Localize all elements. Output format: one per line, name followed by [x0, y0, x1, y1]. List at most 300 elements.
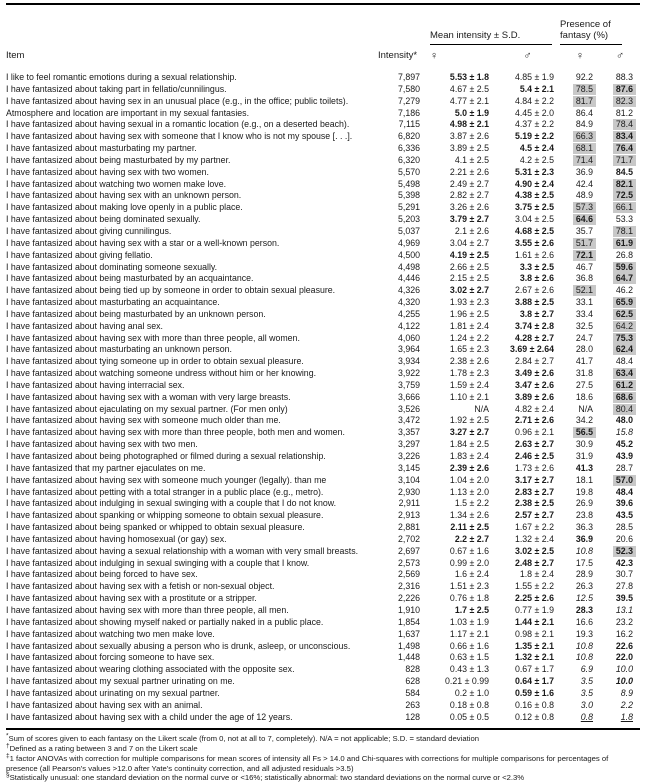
male-presence-cell	[600, 712, 640, 727]
intensity-cell: 4,060	[397, 332, 420, 343]
male-mean-cell: 0.98 ± 2.1	[514, 628, 555, 639]
female-presence-cell	[560, 463, 600, 475]
intensity-cell: 4,500	[397, 249, 420, 260]
intensity-cell: 1,854	[397, 616, 420, 627]
intensity-cell: 263	[405, 699, 420, 710]
male-presence-value: 53.3	[615, 214, 634, 225]
male-presence-value: 43.5	[615, 510, 634, 521]
male-mean-cell: 3.89 ± 2.6	[514, 391, 555, 402]
male-presence-cell	[600, 84, 640, 96]
female-presence-cell	[560, 131, 600, 143]
female-presence-cell	[560, 700, 600, 712]
female-mean-cell: 2.82 ± 2.7	[449, 190, 489, 201]
item-cell: I have fantasized about showing myself naked or partially naked in a public place.	[6, 616, 324, 627]
item-cell: I have fantasized about being masturbated by an unknown person.	[6, 308, 266, 319]
table-row	[6, 487, 640, 499]
item-cell: I have fantasized about having sex with someone much younger (legally). than me	[6, 474, 327, 485]
intensity-cell: 7,115	[398, 119, 420, 130]
male-mean-cell: 3.88 ± 2.5	[514, 297, 555, 308]
intensity-cell: 5,037	[397, 225, 420, 236]
male-presence-cell	[600, 641, 640, 653]
intensity-cell: 3,472	[397, 415, 420, 426]
female-presence-cell	[560, 581, 600, 593]
item-cell: I have fantasized about masturbating an acquaintance.	[6, 297, 220, 308]
female-mean-cell: 0.43 ± 1.3	[449, 664, 489, 675]
male-mean-cell: 0.77 ± 1.9	[514, 604, 555, 615]
female-mean-cell: 3.89 ± 2.5	[449, 143, 489, 154]
male-presence-value: 61.9	[613, 238, 636, 249]
male-presence-cell	[600, 273, 640, 285]
female-presence-value: 36.9	[575, 166, 594, 177]
table-row	[6, 605, 640, 617]
female-presence-cell	[560, 629, 600, 641]
table-row	[6, 522, 640, 534]
female-presence-value: 26.9	[575, 498, 594, 509]
female-presence-cell	[560, 498, 600, 510]
table-row	[6, 119, 640, 131]
item-cell: I have fantasized about having sex with a child under the age of 12 years.	[6, 711, 293, 722]
footnotes	[6, 734, 640, 783]
female-presence-value: 6.9	[580, 664, 594, 675]
intensity-cell: 6,820	[397, 131, 420, 142]
footnote-marker: †	[6, 742, 10, 750]
table-row	[6, 262, 640, 274]
male-presence-cell	[600, 463, 640, 475]
intensity-cell: 828	[405, 664, 420, 675]
female-mean-cell: 2.1 ± 2.6	[454, 225, 489, 236]
table-row	[6, 273, 640, 285]
male-presence-cell	[600, 356, 640, 368]
male-mean-cell: 1.32 ± 2.1	[514, 652, 555, 663]
table-row	[6, 593, 640, 605]
female-presence-cell	[560, 297, 600, 309]
table-row	[6, 451, 640, 463]
male-presence-value: 39.6	[615, 498, 634, 509]
male-presence-cell	[600, 250, 640, 262]
item-cell: I have fantasized about spanking or whipping someone to obtain sexual pleasure.	[6, 510, 324, 521]
male-presence-value: 46.2	[615, 285, 634, 296]
female-presence-value: 36.3	[575, 522, 594, 533]
intensity-cell: 3,145	[397, 462, 420, 473]
male-mean-cell: 2.25 ± 2.6	[514, 593, 555, 604]
intensity-cell: 4,122	[397, 320, 420, 331]
female-presence-cell	[560, 309, 600, 321]
item-cell: I have fantasized about being photographed or filmed during a sexual relationship.	[6, 451, 326, 461]
male-mean-cell: 3.55 ± 2.6	[514, 237, 555, 248]
female-presence-cell	[560, 84, 600, 96]
table-row	[6, 179, 640, 191]
male-presence-value: 62.5	[613, 309, 636, 320]
male-presence-cell	[600, 214, 640, 226]
male-presence-cell	[600, 593, 640, 605]
female-mean-cell: 1.92 ± 2.5	[449, 415, 489, 426]
table-row	[6, 96, 640, 108]
item-cell: I have fantasized about having sex with two men.	[6, 439, 198, 450]
intensity-cell: 4,326	[397, 285, 420, 296]
male-presence-value: 88.3	[615, 72, 634, 82]
male-mean-cell: 2.46 ± 2.5	[514, 451, 555, 461]
male-presence-cell	[600, 262, 640, 274]
male-presence-value: 57.0	[613, 475, 636, 486]
female-presence-value: 52.1	[573, 285, 596, 296]
item-cell: I have fantasized about indulging in sexual swinging with a couple that I know.	[6, 557, 310, 568]
item-cell: I have fantasized about being dominated sexually.	[6, 214, 201, 225]
female-presence-cell	[560, 641, 600, 653]
female-presence-cell	[560, 214, 600, 226]
item-cell: I have fantasized about dominating someone sexually.	[6, 261, 218, 272]
item-cell: I have fantasized about having sex with a woman with very large breasts.	[6, 391, 291, 402]
female-presence-value: 17.5	[575, 557, 594, 568]
table-row	[6, 700, 640, 712]
male-presence-value: 52.3	[613, 546, 636, 557]
male-mean-cell: 1.35 ± 2.1	[514, 640, 555, 651]
female-presence-cell	[560, 605, 600, 617]
female-mean-cell: 0.05 ± 0.5	[449, 711, 489, 722]
female-mean-cell: 1.96 ± 2.5	[449, 308, 489, 319]
table-row	[6, 250, 640, 262]
female-presence-value: 84.9	[575, 119, 594, 130]
male-presence-cell	[600, 522, 640, 534]
female-presence-cell	[560, 368, 600, 380]
intensity-cell: 2,911	[398, 498, 420, 509]
female-mean-cell: 2.39 ± 2.6	[449, 462, 489, 473]
female-presence-value: 86.4	[575, 107, 594, 118]
female-presence-cell	[560, 558, 600, 570]
male-presence-cell	[600, 546, 640, 558]
intensity-cell: 628	[405, 676, 420, 687]
female-mean-cell: 1.7 ± 2.5	[454, 604, 489, 615]
intensity-cell: 2,702	[397, 533, 420, 544]
female-presence-value: 51.7	[573, 238, 596, 249]
male-presence-cell	[600, 605, 640, 617]
item-cell: I have fantasized about wearing clothing associated with the opposite sex.	[6, 664, 295, 675]
male-presence-cell	[600, 487, 640, 499]
female-mean-cell: 4.67 ± 2.5	[449, 83, 489, 94]
female-mean-cell: 1.59 ± 2.4	[449, 379, 489, 390]
intensity-cell: 128	[405, 711, 420, 722]
footnote-line: ‡1 factor ANOVAs with correction for multiple comparisons for mean scores of intensity all Fs > 14.0 and Chi-squares with corrections for multiple comparisons for percentages of presence (all Pearson's values >12.0 after Yate's continuity correction, and all adjusted residuals >3.5)	[6, 752, 609, 773]
female-presence-cell	[560, 238, 600, 250]
female-mean-cell: 4.77 ± 2.1	[449, 95, 489, 106]
table-row	[6, 498, 640, 510]
male-mean-cell: 2.57 ± 2.7	[514, 510, 555, 521]
male-presence-value: 28.5	[615, 522, 634, 533]
female-presence-cell	[560, 617, 600, 629]
female-mean-cell: 0.2 ± 1.0	[454, 687, 489, 698]
male-presence-value: 10.0	[615, 676, 634, 687]
female-mean-cell: 3.26 ± 2.6	[449, 202, 489, 213]
intensity-cell: 3,922	[397, 368, 420, 379]
item-cell: I have fantasized about making love openly in a public place.	[6, 202, 243, 213]
male-mean-cell: 4.84 ± 2.2	[514, 95, 555, 106]
male-mean-cell: 4.45 ± 2.0	[514, 107, 555, 118]
intensity-cell: 5,203	[397, 214, 420, 225]
intensity-cell: 3,526	[397, 403, 420, 414]
male-presence-cell	[600, 368, 640, 380]
male-presence-value: 83.4	[613, 131, 636, 142]
item-cell: I have fantasized about having sex with an animal.	[6, 699, 203, 710]
footnote-marker: ‡	[6, 752, 10, 760]
item-cell: I have fantasized about having sex with an unknown person.	[6, 190, 242, 201]
table-row	[6, 356, 640, 368]
item-cell: I have fantasized about being spanked or whipped to obtain sexual pleasure.	[6, 522, 305, 533]
male-mean-cell: 1.32 ± 2.4	[514, 533, 555, 544]
intensity-cell: 3,934	[397, 356, 420, 367]
female-presence-cell	[560, 285, 600, 297]
table-row	[6, 67, 640, 84]
male-presence-value: 30.7	[615, 569, 634, 580]
male-presence-cell	[600, 652, 640, 664]
table-row	[6, 534, 640, 546]
item-cell: I have fantasized about having sexual in a romantic location (e.g., on a deserted beach).	[6, 119, 350, 130]
group-header-mean-label: Mean intensity ± S.D.	[430, 30, 552, 45]
male-mean-cell: 2.48 ± 2.7	[514, 557, 555, 568]
female-mean-cell: 1.78 ± 2.3	[449, 368, 489, 379]
male-presence-value: 81.2	[615, 107, 634, 118]
female-mean-cell: 1.6 ± 2.4	[454, 569, 489, 580]
female-presence-value: 41.7	[575, 356, 594, 367]
female-mean-cell: 1.81 ± 2.4	[449, 320, 489, 331]
female-presence-cell	[560, 143, 600, 155]
table-row	[6, 380, 640, 392]
female-mean-cell: 2.2 ± 2.7	[454, 533, 489, 544]
female-presence-value: 26.3	[575, 581, 594, 592]
group-header-mean-intensity	[430, 4, 560, 45]
intensity-cell: 1,448	[397, 652, 420, 663]
female-presence-value: 57.3	[573, 202, 596, 213]
male-presence-cell	[600, 321, 640, 333]
item-cell: I have fantasized about having sex with a star or a well-known person.	[6, 237, 280, 248]
female-presence-value: 18.1	[575, 474, 594, 485]
male-mean-cell: 0.64 ± 1.7	[514, 676, 555, 687]
table-row	[6, 676, 640, 688]
female-presence-value: 28.0	[575, 344, 594, 355]
male-presence-value: 48.4	[615, 356, 634, 367]
item-cell: I have fantasized about watching two women make love.	[6, 178, 227, 189]
male-presence-cell	[600, 108, 640, 120]
female-presence-value: 92.2	[575, 72, 594, 82]
intensity-cell: 4,255	[397, 308, 420, 319]
female-mean-cell: 1.5 ± 2.2	[454, 498, 489, 509]
male-presence-cell	[600, 700, 640, 712]
item-cell: I have fantasized about being tied up by someone in order to obtain sexual pleasure.	[6, 285, 336, 296]
male-presence-cell	[600, 676, 640, 688]
female-mean-cell: N/A	[474, 403, 489, 414]
female-mean-cell: 3.27 ± 2.7	[449, 427, 489, 438]
male-presence-value: 71.7	[613, 155, 636, 166]
footnote-marker: *	[6, 732, 9, 740]
male-mean-cell: 2.38 ± 2.5	[514, 498, 555, 509]
female-presence-value: 3.5	[580, 687, 594, 698]
intensity-cell: 5,398	[397, 190, 420, 201]
female-presence-cell	[560, 321, 600, 333]
table-row	[6, 344, 640, 356]
male-mean-cell: 2.83 ± 2.7	[514, 486, 555, 497]
table-row	[6, 309, 640, 321]
footnote-line: *Sum of scores given to each fantasy on the Likert scale (from 0, not at all to 7, completely). N/A = not applicable; S.D. = standard deviation	[6, 732, 479, 744]
item-cell: I have fantasized that my partner ejaculates on me.	[6, 462, 206, 473]
female-mean-cell: 2.15 ± 2.5	[449, 273, 489, 284]
female-mean-cell: 1.17 ± 2.1	[449, 628, 489, 639]
table-row	[6, 392, 640, 404]
female-mean-cell: 1.13 ± 2.0	[449, 486, 489, 497]
table-row	[6, 712, 640, 727]
female-presence-cell	[560, 190, 600, 202]
item-cell: I have fantasized about urinating on my sexual partner.	[6, 687, 220, 698]
intensity-cell: 2,881	[397, 522, 420, 533]
male-mean-cell: 4.37 ± 2.2	[514, 119, 555, 130]
female-presence-cell	[560, 250, 600, 262]
female-mean-cell: 0.67 ± 1.6	[449, 545, 489, 556]
female-mean-cell: 0.63 ± 1.5	[449, 652, 489, 663]
female-mean-cell: 3.79 ± 2.7	[449, 214, 489, 225]
female-presence-value: 41.3	[575, 462, 594, 473]
female-presence-cell	[560, 404, 600, 416]
table-row	[6, 167, 640, 179]
item-cell: I have fantasized about masturbating an unknown person.	[6, 344, 232, 355]
male-presence-cell	[600, 581, 640, 593]
item-cell: I have fantasized about watching someone undress without him or her knowing.	[6, 368, 317, 379]
male-mean-cell: 5.4 ± 2.1	[519, 83, 555, 94]
female-presence-value: 31.8	[575, 368, 594, 379]
male-presence-value: 16.2	[615, 628, 634, 639]
male-presence-value: 22.0	[615, 652, 634, 663]
male-presence-cell	[600, 688, 640, 700]
table-row	[6, 439, 640, 451]
female-presence-value: 78.5	[573, 84, 596, 95]
table-row	[6, 190, 640, 202]
female-presence-value: 68.1	[573, 143, 596, 154]
male-mean-cell: 0.59 ± 1.6	[514, 687, 555, 698]
female-presence-cell	[560, 415, 600, 427]
male-mean-cell: 0.12 ± 0.8	[514, 711, 555, 722]
female-mean-cell: 1.24 ± 2.2	[449, 332, 489, 343]
male-presence-value: 10.0	[615, 664, 634, 675]
intensity-cell: 7,897	[397, 72, 420, 82]
item-cell: I have fantasized about masturbating my partner.	[6, 143, 197, 154]
female-presence-cell	[560, 96, 600, 108]
female-presence-value: 42.4	[575, 178, 594, 189]
female-presence-value: 24.7	[575, 332, 594, 343]
male-mean-cell: 4.90 ± 2.4	[514, 178, 555, 189]
male-presence-cell	[600, 629, 640, 641]
male-mean-cell: 0.67 ± 1.7	[514, 664, 555, 675]
male-presence-value: 8.9	[620, 687, 634, 698]
male-presence-value: 76.4	[613, 143, 636, 154]
item-cell: I have fantasized about having sex with someone that I know who is not my spouse [. . .].	[6, 131, 353, 142]
male-presence-cell	[600, 67, 640, 84]
male-presence-value: 87.6	[613, 84, 636, 95]
male-mean-cell: 2.71 ± 2.6	[514, 415, 555, 426]
male-presence-cell	[600, 131, 640, 143]
male-presence-value: 78.1	[613, 226, 636, 237]
male-mean-cell: 2.84 ± 2.7	[514, 356, 555, 367]
male-mean-cell: 0.16 ± 0.8	[514, 699, 555, 710]
male-presence-cell	[600, 534, 640, 546]
male-mean-cell: 4.2 ± 2.5	[519, 154, 555, 165]
female-mean-cell: 1.10 ± 2.1	[449, 391, 489, 402]
male-presence-cell	[600, 427, 640, 439]
male-mean-cell: 1.55 ± 2.2	[514, 581, 555, 592]
female-mean-cell: 2.66 ± 2.5	[449, 261, 489, 272]
male-presence-value: 66.1	[613, 202, 636, 213]
female-presence-value: 64.6	[573, 214, 596, 225]
female-presence-cell	[560, 593, 600, 605]
female-mean-cell: 2.38 ± 2.6	[449, 356, 489, 367]
subheader-presence-male male-icon: ♂	[600, 45, 640, 67]
intensity-cell: 3,297	[397, 439, 420, 450]
male-presence-cell	[600, 380, 640, 392]
female-presence-cell	[560, 510, 600, 522]
intensity-cell: 3,964	[397, 344, 420, 355]
male-mean-cell: 5.19 ± 2.2	[514, 131, 555, 142]
intensity-cell: 3,357	[397, 427, 420, 438]
intensity-cell: 3,104	[397, 474, 420, 485]
male-presence-value: 22.6	[615, 640, 634, 651]
male-presence-value: 62.4	[613, 344, 636, 355]
female-presence-value: 23.8	[575, 510, 594, 521]
table-row	[6, 108, 640, 120]
female-mean-cell: 1.03 ± 1.9	[449, 616, 489, 627]
subheader-presence-female female-icon: ♀	[560, 45, 600, 67]
male-mean-cell: 1.8 ± 2.4	[519, 569, 555, 580]
female-presence-cell	[560, 688, 600, 700]
male-mean-cell: 5.31 ± 2.3	[514, 166, 555, 177]
male-presence-value: 27.8	[615, 581, 634, 592]
male-mean-cell: 3.47 ± 2.6	[514, 379, 555, 390]
item-cell: I have fantasized about being forced to have sex.	[6, 569, 198, 580]
male-presence-value: 13.1	[615, 604, 634, 615]
intensity-cell: 6,336	[397, 143, 420, 154]
female-mean-cell: 4.1 ± 2.5	[454, 154, 489, 165]
intensity-cell: 3,666	[397, 391, 420, 402]
male-mean-cell: 1.44 ± 2.1	[514, 616, 555, 627]
table-row	[6, 238, 640, 250]
male-presence-value: 45.2	[615, 439, 634, 450]
female-mean-cell: 2.21 ± 2.6	[449, 166, 489, 177]
male-presence-cell	[600, 558, 640, 570]
female-presence-cell	[560, 652, 600, 664]
footnote-marker: §	[6, 771, 10, 779]
table-row	[6, 664, 640, 676]
intensity-cell: 3,759	[397, 379, 420, 390]
item-cell: I have fantasized about sexually abusing a person who is drunk, asleep, or unconscious.	[6, 640, 351, 651]
item-cell: I have fantasized about watching two men make love.	[6, 628, 215, 639]
female-presence-value: 16.6	[575, 616, 594, 627]
female-mean-cell: 5.0 ± 1.9	[454, 107, 489, 118]
male-presence-value: 64.7	[613, 273, 636, 284]
male-mean-cell: 4.5 ± 2.4	[519, 143, 555, 154]
female-presence-cell	[560, 155, 600, 167]
male-presence-value: 42.3	[615, 557, 634, 568]
female-mean-cell: 4.19 ± 2.5	[449, 249, 489, 260]
female-presence-value: 33.4	[575, 308, 594, 319]
male-mean-cell: 4.85 ± 1.9	[514, 72, 555, 82]
male-presence-cell	[600, 498, 640, 510]
item-cell: Atmosphere and location are important in my sexual fantasies.	[6, 107, 250, 118]
female-presence-cell	[560, 712, 600, 727]
female-presence-cell	[560, 67, 600, 84]
female-presence-cell	[560, 487, 600, 499]
item-cell: I have fantasized about my sexual partner urinating on me.	[6, 676, 235, 687]
table-row	[6, 415, 640, 427]
intensity-cell: 7,279	[397, 95, 420, 106]
table-row	[6, 629, 640, 641]
male-mean-cell: 0.96 ± 2.1	[514, 427, 555, 438]
male-mean-cell: 3.69 ± 2.64	[510, 344, 555, 355]
male-presence-cell	[600, 309, 640, 321]
female-presence-value: 66.3	[573, 131, 596, 142]
